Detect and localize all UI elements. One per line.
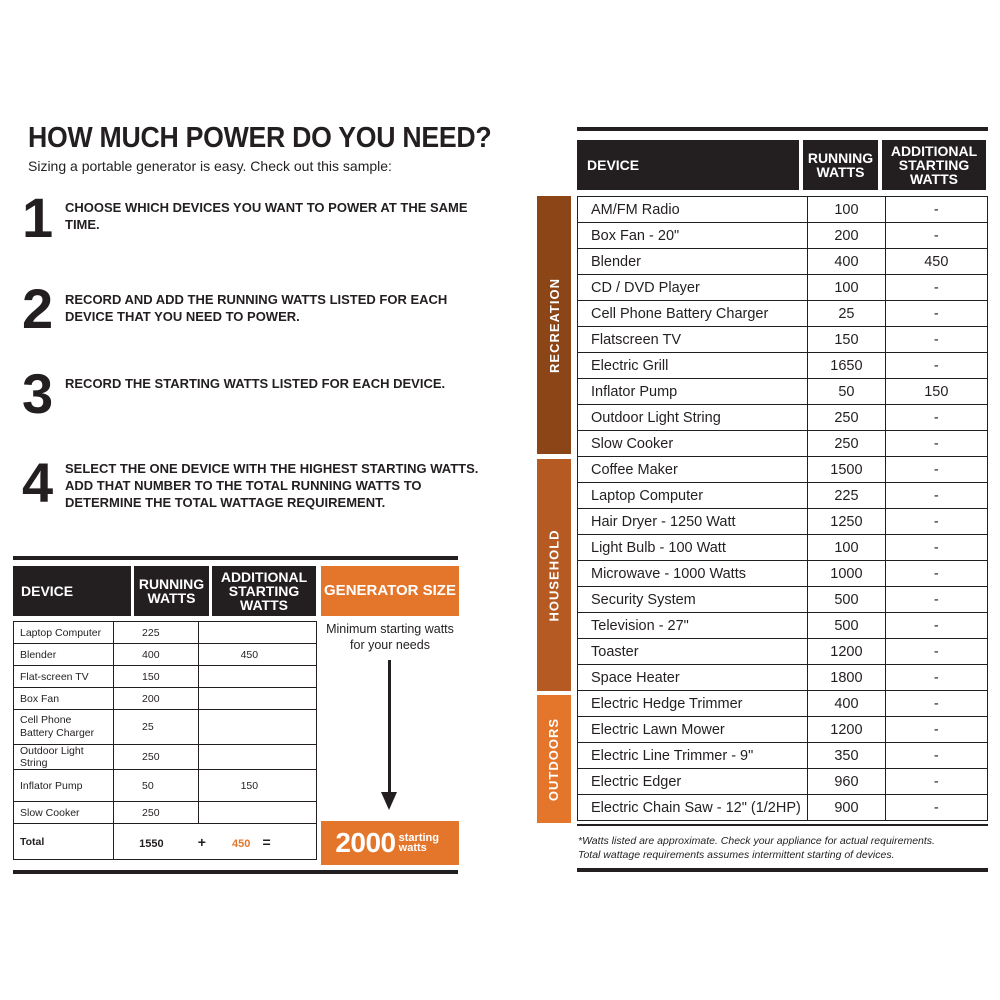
reference-cell-additional: - <box>885 535 987 561</box>
reference-table <box>577 196 988 821</box>
reference-row <box>578 665 988 691</box>
category-label-outdoors: OUTDOORS <box>546 717 562 801</box>
reference-cell-device: Electric Lawn Mower <box>578 717 808 743</box>
plus-sign: + <box>197 833 206 850</box>
sample-header-generator: GENERATOR SIZE <box>321 566 459 616</box>
sample-cell-running: 250 <box>114 745 199 770</box>
reference-row <box>578 561 988 587</box>
footnote-line-1: *Watts listed are approximate. Check your appliance for actual requirements. <box>578 835 935 847</box>
reference-cell-running: 1000 <box>808 561 885 587</box>
reference-cell-device: Security System <box>578 587 808 613</box>
reference-cell-device: Hair Dryer - 1250 Watt <box>578 509 808 535</box>
reference-header-running: RUNNING WATTS <box>803 140 878 190</box>
sample-cell-device: Slow Cooker <box>14 802 114 824</box>
reference-cell-additional: - <box>885 197 987 223</box>
category-label-household: HOUSEHOLD <box>546 528 562 622</box>
reference-cell-additional: - <box>885 223 987 249</box>
reference-cell-device: Laptop Computer <box>578 483 808 509</box>
step-1-text: CHOOSE WHICH DEVICES YOU WANT TO POWER AT THE SAME TIME. <box>65 200 468 232</box>
reference-cell-device: Coffee Maker <box>578 457 808 483</box>
reference-cell-running: 250 <box>808 431 885 457</box>
down-arrow-line <box>388 660 391 795</box>
sample-cell-running: 225 <box>114 622 199 644</box>
down-arrow-icon <box>381 792 397 810</box>
reference-cell-device: Electric Hedge Trimmer <box>578 691 808 717</box>
reference-cell-additional: - <box>885 353 987 379</box>
sample-cell-running: 400 <box>114 644 199 666</box>
step-2-number: 2 <box>22 277 54 340</box>
reference-cell-additional: - <box>885 301 987 327</box>
step-4-number: 4 <box>22 451 54 514</box>
reference-cell-additional: - <box>885 327 987 353</box>
sample-cell-additional <box>198 710 316 745</box>
reference-cell-additional: - <box>885 405 987 431</box>
sample-cell-device: Outdoor Light String <box>14 745 114 770</box>
reference-cell-running: 960 <box>808 769 885 795</box>
sample-total-additional: 450 <box>232 837 251 850</box>
reference-row <box>578 483 988 509</box>
reference-cell-device: CD / DVD Player <box>578 275 808 301</box>
reference-row <box>578 535 988 561</box>
result-value: 2000 <box>335 827 396 858</box>
category-band-outdoors <box>537 695 571 823</box>
reference-cell-running: 500 <box>808 613 885 639</box>
sample-cell-additional <box>198 666 316 688</box>
reference-cell-running: 400 <box>808 691 885 717</box>
reference-cell-additional: - <box>885 457 987 483</box>
reference-cell-additional: - <box>885 665 987 691</box>
equals-sign: = <box>262 833 271 850</box>
sample-cell-running: 250 <box>114 802 199 824</box>
reference-cell-running: 400 <box>808 249 885 275</box>
sample-cell-additional <box>198 622 316 644</box>
reference-cell-additional: - <box>885 587 987 613</box>
reference-row <box>578 353 988 379</box>
sample-cell-device: Cell Phone Battery Charger <box>14 710 114 745</box>
reference-cell-device: Space Heater <box>578 665 808 691</box>
reference-cell-running: 900 <box>808 795 885 821</box>
reference-row <box>578 691 988 717</box>
step-1-number: 1 <box>22 186 54 249</box>
reference-cell-device: Cell Phone Battery Charger <box>578 301 808 327</box>
reference-cell-device: Microwave - 1000 Watts <box>578 561 808 587</box>
category-band-household <box>537 459 571 691</box>
reference-row <box>578 275 988 301</box>
reference-cell-device: Blender <box>578 249 808 275</box>
reference-row <box>578 509 988 535</box>
reference-cell-additional: - <box>885 691 987 717</box>
reference-row <box>578 405 988 431</box>
reference-cell-running: 50 <box>808 379 885 405</box>
sample-row <box>14 770 317 802</box>
reference-cell-device: AM/FM Radio <box>578 197 808 223</box>
sample-cell-additional <box>198 802 316 824</box>
sample-top-rule <box>13 556 458 560</box>
reference-cell-device: Electric Edger <box>578 769 808 795</box>
reference-cell-additional: - <box>885 509 987 535</box>
reference-cell-additional: - <box>885 431 987 457</box>
category-label-recreation: RECREATION <box>546 277 562 373</box>
reference-row <box>578 379 988 405</box>
reference-row <box>578 249 988 275</box>
reference-bottom-rule-2 <box>577 868 988 872</box>
reference-row <box>578 613 988 639</box>
category-band-recreation <box>537 196 571 454</box>
min-starting-note: Minimum starting watts for your needs <box>326 622 454 652</box>
sample-row <box>14 802 317 824</box>
reference-cell-additional: 450 <box>885 249 987 275</box>
reference-cell-running: 100 <box>808 275 885 301</box>
reference-row <box>578 717 988 743</box>
sample-row <box>14 745 317 770</box>
sample-cell-running: 150 <box>114 666 199 688</box>
step-3-text: RECORD THE STARTING WATTS LISTED FOR EACH DEVICE. <box>65 376 446 391</box>
reference-row <box>578 197 988 223</box>
reference-row <box>578 301 988 327</box>
reference-cell-running: 100 <box>808 197 885 223</box>
reference-cell-additional: - <box>885 743 987 769</box>
reference-cell-device: Outdoor Light String <box>578 405 808 431</box>
reference-cell-running: 150 <box>808 327 885 353</box>
sample-cell-additional: 450 <box>198 644 316 666</box>
reference-cell-running: 1500 <box>808 457 885 483</box>
reference-header-device: DEVICE <box>577 140 799 190</box>
sample-row <box>14 688 317 710</box>
reference-cell-running: 1800 <box>808 665 885 691</box>
sample-row <box>14 644 317 666</box>
reference-header-additional: ADDITIONAL STARTING WATTS <box>882 140 986 190</box>
sample-bottom-rule <box>13 870 458 874</box>
reference-cell-device: Slow Cooker <box>578 431 808 457</box>
sample-cell-additional <box>198 745 316 770</box>
sample-row <box>14 710 317 745</box>
reference-row <box>578 639 988 665</box>
reference-bottom-rule-1 <box>577 824 988 826</box>
reference-cell-additional: - <box>885 275 987 301</box>
reference-row <box>578 431 988 457</box>
reference-cell-device: Flatscreen TV <box>578 327 808 353</box>
sample-cell-running: 200 <box>114 688 199 710</box>
sample-total-formula <box>114 824 317 860</box>
reference-cell-additional: - <box>885 717 987 743</box>
reference-top-rule <box>577 127 988 131</box>
sample-row <box>14 622 317 644</box>
sample-cell-running: 50 <box>114 770 199 802</box>
sample-cell-device: Inflator Pump <box>14 770 114 802</box>
sample-row <box>14 666 317 688</box>
reference-cell-device: Box Fan - 20" <box>578 223 808 249</box>
reference-row <box>578 769 988 795</box>
reference-cell-additional: - <box>885 561 987 587</box>
reference-cell-running: 250 <box>808 405 885 431</box>
result-label: starting watts <box>398 832 439 854</box>
sample-total-running: 1550 <box>139 837 164 850</box>
sample-total-row <box>14 824 317 860</box>
reference-cell-additional: - <box>885 639 987 665</box>
sample-header-running: RUNNING WATTS <box>134 566 209 616</box>
reference-cell-running: 100 <box>808 535 885 561</box>
sample-cell-device: Flat-screen TV <box>14 666 114 688</box>
sample-cell-device: Laptop Computer <box>14 622 114 644</box>
step-3-number: 3 <box>22 362 54 425</box>
page-title: HOW MUCH POWER DO YOU NEED? <box>28 122 492 154</box>
reference-cell-additional: - <box>885 769 987 795</box>
reference-row <box>578 223 988 249</box>
footnote <box>578 834 935 862</box>
reference-cell-running: 1200 <box>808 639 885 665</box>
step-4-text: SELECT THE ONE DEVICE WITH THE HIGHEST STARTING WATTS. ADD THAT NUMBER TO THE TOTAL RUNNING WATTS TO DETERMINE THE TOTAL WATTAGE REQUIREMENT. <box>65 461 479 510</box>
sample-cell-additional: 150 <box>198 770 316 802</box>
sample-header-device: DEVICE <box>13 566 131 616</box>
reference-cell-running: 1650 <box>808 353 885 379</box>
reference-row <box>578 587 988 613</box>
reference-cell-device: Inflator Pump <box>578 379 808 405</box>
reference-cell-running: 350 <box>808 743 885 769</box>
reference-cell-device: Toaster <box>578 639 808 665</box>
reference-row <box>578 795 988 821</box>
reference-cell-device: Electric Grill <box>578 353 808 379</box>
generator-size-result <box>321 821 459 865</box>
sample-cell-device: Blender <box>14 644 114 666</box>
footnote-line-2: Total wattage requirements assumes intermittent starting of devices. <box>578 849 895 861</box>
step-2-text: RECORD AND ADD THE RUNNING WATTS LISTED FOR EACH DEVICE THAT YOU NEED TO POWER. <box>65 292 448 324</box>
sample-cell-additional <box>198 688 316 710</box>
reference-row <box>578 327 988 353</box>
reference-cell-running: 1250 <box>808 509 885 535</box>
sample-header-additional: ADDITIONAL STARTING WATTS <box>212 566 316 616</box>
reference-cell-additional: - <box>885 795 987 821</box>
reference-row <box>578 743 988 769</box>
reference-cell-device: Light Bulb - 100 Watt <box>578 535 808 561</box>
reference-cell-additional: 150 <box>885 379 987 405</box>
reference-cell-running: 25 <box>808 301 885 327</box>
reference-cell-device: Television - 27" <box>578 613 808 639</box>
reference-cell-device: Electric Line Trimmer - 9" <box>578 743 808 769</box>
reference-cell-device: Electric Chain Saw - 12" (1/2HP) <box>578 795 808 821</box>
sample-cell-device: Box Fan <box>14 688 114 710</box>
page-subtitle: Sizing a portable generator is easy. Check out this sample: <box>28 158 392 174</box>
sample-table <box>13 621 317 860</box>
reference-cell-running: 500 <box>808 587 885 613</box>
reference-cell-additional: - <box>885 483 987 509</box>
reference-cell-running: 1200 <box>808 717 885 743</box>
sample-cell-running: 25 <box>114 710 199 745</box>
reference-cell-additional: - <box>885 613 987 639</box>
sample-total-label: Total <box>14 824 114 860</box>
reference-cell-running: 225 <box>808 483 885 509</box>
reference-row <box>578 457 988 483</box>
reference-cell-running: 200 <box>808 223 885 249</box>
